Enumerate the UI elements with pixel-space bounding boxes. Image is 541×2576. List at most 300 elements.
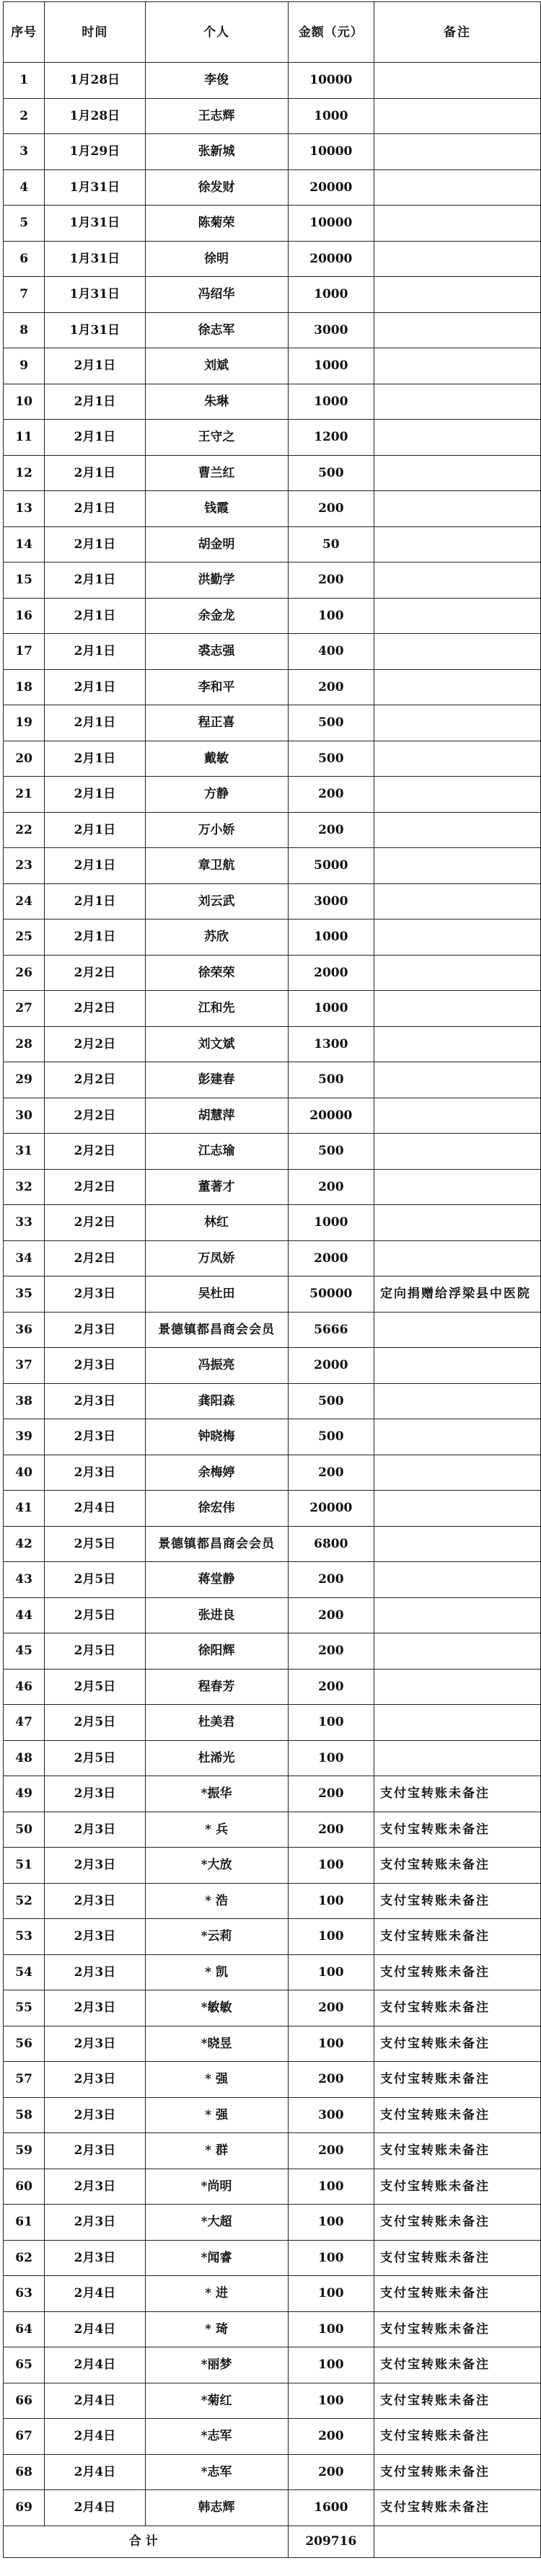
table-row <box>4 491 541 527</box>
cell-date: 2月5日 <box>45 1633 145 1669</box>
table-row <box>4 2383 541 2419</box>
table-row <box>4 1562 541 1598</box>
cell-amount: 300 <box>288 2097 374 2133</box>
cell-amount: 20000 <box>288 241 374 277</box>
cell-no: 64 <box>4 2311 45 2347</box>
cell-note <box>374 1062 541 1098</box>
cell-amount: 1000 <box>288 277 374 313</box>
cell-note: 支付宝转账未备注 <box>374 2276 541 2312</box>
cell-note <box>374 1134 541 1170</box>
cell-no: 53 <box>4 1919 45 1955</box>
cell-no: 32 <box>4 1169 45 1205</box>
cell-amount: 200 <box>288 1455 374 1491</box>
table-row <box>4 1026 541 1062</box>
table-row <box>4 2097 541 2133</box>
cell-name: 徐发财 <box>145 169 288 206</box>
cell-no: 48 <box>4 1740 45 1776</box>
cell-name: 张进良 <box>145 1597 288 1633</box>
cell-amount: 100 <box>288 2347 374 2383</box>
cell-no: 62 <box>4 2240 45 2276</box>
cell-date: 2月1日 <box>45 848 145 884</box>
cell-name: * 凯 <box>145 1954 288 1990</box>
table-row <box>4 705 541 741</box>
cell-name: 景德镇都昌商会会员 <box>145 1312 288 1348</box>
cell-amount: 2000 <box>288 1240 374 1276</box>
cell-amount: 500 <box>288 741 374 777</box>
cell-note: 支付宝转账未备注 <box>374 1883 541 1919</box>
cell-amount: 2000 <box>288 1348 374 1384</box>
cell-no: 9 <box>4 348 45 384</box>
cell-date: 2月3日 <box>45 1919 145 1955</box>
table-row <box>4 1883 541 1919</box>
table-row <box>4 2311 541 2347</box>
cell-note <box>374 669 541 705</box>
cell-date: 2月3日 <box>45 1883 145 1919</box>
cell-date: 2月5日 <box>45 1526 145 1562</box>
cell-no: 6 <box>4 241 45 277</box>
cell-no: 7 <box>4 277 45 313</box>
table-row <box>4 563 541 599</box>
cell-date: 2月1日 <box>45 348 145 384</box>
cell-no: 27 <box>4 991 45 1027</box>
cell-note <box>374 384 541 420</box>
header-note: 备注 <box>374 2 541 63</box>
table-row <box>4 1740 541 1776</box>
total-label: 合计 <box>4 2526 289 2557</box>
cell-name: *尚明 <box>145 2169 288 2205</box>
cell-date: 2月3日 <box>45 1776 145 1812</box>
table-row <box>4 2240 541 2276</box>
cell-no: 55 <box>4 1990 45 2026</box>
cell-no: 66 <box>4 2383 45 2419</box>
cell-date: 2月3日 <box>45 2240 145 2276</box>
cell-no: 54 <box>4 1954 45 1990</box>
cell-no: 69 <box>4 2490 45 2526</box>
cell-amount: 5666 <box>288 1312 374 1348</box>
table-row <box>4 206 541 242</box>
cell-amount: 100 <box>288 1740 374 1776</box>
cell-date: 2月3日 <box>45 1812 145 1848</box>
table-row <box>4 1276 541 1313</box>
cell-note <box>374 1312 541 1348</box>
cell-no: 50 <box>4 1812 45 1848</box>
cell-date: 2月2日 <box>45 1240 145 1276</box>
cell-no: 67 <box>4 2419 45 2455</box>
table-row <box>4 348 541 384</box>
header-row <box>4 2 541 63</box>
cell-amount: 200 <box>288 1562 374 1598</box>
cell-name: 徐阳辉 <box>145 1633 288 1669</box>
cell-amount: 200 <box>288 669 374 705</box>
cell-no: 20 <box>4 741 45 777</box>
cell-amount: 100 <box>288 2169 374 2205</box>
cell-name: 张新城 <box>145 134 288 170</box>
cell-date: 1月28日 <box>45 63 145 99</box>
cell-name: * 强 <box>145 2062 288 2098</box>
cell-note <box>374 63 541 99</box>
total-value: 209716 <box>288 2526 374 2557</box>
cell-date: 2月1日 <box>45 526 145 563</box>
cell-no: 37 <box>4 1348 45 1384</box>
cell-name: 钱霞 <box>145 491 288 527</box>
cell-name: 冯振亮 <box>145 1348 288 1384</box>
cell-amount: 200 <box>288 1812 374 1848</box>
cell-name: 胡慧萍 <box>145 1098 288 1134</box>
table-row <box>4 1633 541 1669</box>
cell-amount: 10000 <box>288 206 374 242</box>
cell-amount: 100 <box>288 2205 374 2241</box>
cell-note: 支付宝转账未备注 <box>374 1848 541 1884</box>
cell-name: *晓昱 <box>145 2026 288 2062</box>
cell-note: 支付宝转账未备注 <box>374 2205 541 2241</box>
cell-date: 2月3日 <box>45 1348 145 1384</box>
cell-note: 支付宝转账未备注 <box>374 1919 541 1955</box>
cell-date: 2月4日 <box>45 2454 145 2490</box>
cell-name: 王志辉 <box>145 98 288 134</box>
cell-amount: 100 <box>288 1883 374 1919</box>
cell-name: *大放 <box>145 1848 288 1884</box>
cell-date: 2月3日 <box>45 1455 145 1491</box>
cell-date: 2月4日 <box>45 2347 145 2383</box>
cell-amount: 200 <box>288 1633 374 1669</box>
cell-amount: 500 <box>288 1383 374 1419</box>
cell-no: 47 <box>4 1705 45 1741</box>
cell-name: * 进 <box>145 2276 288 2312</box>
cell-no: 8 <box>4 312 45 348</box>
cell-date: 1月31日 <box>45 241 145 277</box>
cell-amount: 2000 <box>288 955 374 991</box>
table-row <box>4 312 541 348</box>
cell-date: 2月3日 <box>45 2097 145 2133</box>
cell-name: 徐明 <box>145 241 288 277</box>
cell-amount: 500 <box>288 705 374 741</box>
cell-note <box>374 1098 541 1134</box>
cell-no: 31 <box>4 1134 45 1170</box>
cell-note <box>374 705 541 741</box>
cell-date: 1月31日 <box>45 206 145 242</box>
table-row <box>4 2205 541 2241</box>
header-no: 序号 <box>4 2 45 63</box>
cell-name: 杜美君 <box>145 1705 288 1741</box>
cell-no: 10 <box>4 384 45 420</box>
cell-note: 支付宝转账未备注 <box>374 2169 541 2205</box>
table-row <box>4 1669 541 1705</box>
cell-name: 曹兰红 <box>145 455 288 491</box>
cell-note: 支付宝转账未备注 <box>374 2097 541 2133</box>
cell-amount: 100 <box>288 2311 374 2347</box>
cell-name: 徐志军 <box>145 312 288 348</box>
cell-date: 2月1日 <box>45 812 145 848</box>
cell-name: * 强 <box>145 2097 288 2133</box>
cell-amount: 20000 <box>288 1098 374 1134</box>
cell-date: 2月3日 <box>45 1990 145 2026</box>
cell-note <box>374 98 541 134</box>
table-row <box>4 1240 541 1276</box>
cell-note <box>374 1705 541 1741</box>
cell-name: 洪勤学 <box>145 563 288 599</box>
cell-date: 2月2日 <box>45 991 145 1027</box>
cell-no: 43 <box>4 1562 45 1598</box>
cell-date: 2月1日 <box>45 384 145 420</box>
cell-date: 2月4日 <box>45 2311 145 2347</box>
cell-no: 24 <box>4 883 45 919</box>
table-row <box>4 2062 541 2098</box>
cell-no: 34 <box>4 1240 45 1276</box>
table-row <box>4 669 541 705</box>
cell-amount: 200 <box>288 812 374 848</box>
cell-note <box>374 526 541 563</box>
cell-no: 25 <box>4 919 45 956</box>
table-row <box>4 1348 541 1384</box>
cell-date: 1月31日 <box>45 169 145 206</box>
table-row <box>4 526 541 563</box>
cell-date: 2月5日 <box>45 1562 145 1598</box>
cell-note <box>374 777 541 813</box>
cell-no: 39 <box>4 1419 45 1455</box>
cell-amount: 1200 <box>288 420 374 456</box>
cell-no: 21 <box>4 777 45 813</box>
cell-name: 苏欣 <box>145 919 288 956</box>
cell-date: 2月3日 <box>45 2133 145 2169</box>
cell-no: 56 <box>4 2026 45 2062</box>
cell-name: 李和平 <box>145 669 288 705</box>
table-row <box>4 2169 541 2205</box>
cell-note <box>374 1633 541 1669</box>
table-row <box>4 598 541 634</box>
cell-name: 王守之 <box>145 420 288 456</box>
header-amount: 金额（元） <box>288 2 374 63</box>
cell-name: *闻睿 <box>145 2240 288 2276</box>
cell-name: 杜浠光 <box>145 1740 288 1776</box>
cell-no: 33 <box>4 1205 45 1241</box>
table-row <box>4 2276 541 2312</box>
cell-amount: 100 <box>288 1954 374 1990</box>
table-row <box>4 384 541 420</box>
cell-note: 支付宝转账未备注 <box>374 2311 541 2347</box>
cell-name: *振华 <box>145 1776 288 1812</box>
cell-date: 2月2日 <box>45 1134 145 1170</box>
cell-amount: 1000 <box>288 919 374 956</box>
cell-name: *云莉 <box>145 1919 288 1955</box>
cell-amount: 400 <box>288 634 374 670</box>
cell-no: 3 <box>4 134 45 170</box>
cell-amount: 200 <box>288 563 374 599</box>
table-row <box>4 1812 541 1848</box>
cell-note <box>374 991 541 1027</box>
cell-amount: 100 <box>288 1919 374 1955</box>
table-row <box>4 169 541 206</box>
cell-name: 余梅婷 <box>145 1455 288 1491</box>
table-row <box>4 1383 541 1419</box>
table-row <box>4 1455 541 1491</box>
cell-note <box>374 1383 541 1419</box>
cell-name: 龚阳森 <box>145 1383 288 1419</box>
cell-note: 支付宝转账未备注 <box>374 2383 541 2419</box>
cell-date: 2月1日 <box>45 455 145 491</box>
cell-name: 吴杜田 <box>145 1276 288 1313</box>
cell-amount: 200 <box>288 2419 374 2455</box>
cell-amount: 1000 <box>288 348 374 384</box>
cell-no: 15 <box>4 563 45 599</box>
cell-amount: 100 <box>288 2026 374 2062</box>
cell-date: 2月1日 <box>45 598 145 634</box>
cell-note <box>374 812 541 848</box>
cell-date: 2月2日 <box>45 1098 145 1134</box>
cell-no: 42 <box>4 1526 45 1562</box>
cell-amount: 10000 <box>288 134 374 170</box>
table-row <box>4 2026 541 2062</box>
cell-no: 28 <box>4 1026 45 1062</box>
cell-name: 刘云武 <box>145 883 288 919</box>
cell-no: 26 <box>4 955 45 991</box>
cell-no: 18 <box>4 669 45 705</box>
cell-date: 2月5日 <box>45 1669 145 1705</box>
cell-amount: 200 <box>288 1597 374 1633</box>
cell-note: 支付宝转账未备注 <box>374 2490 541 2526</box>
header-name: 个人 <box>145 2 288 63</box>
cell-no: 5 <box>4 206 45 242</box>
cell-date: 2月1日 <box>45 420 145 456</box>
header-date: 时间 <box>45 2 145 63</box>
cell-note: 支付宝转账未备注 <box>374 2026 541 2062</box>
cell-note <box>374 1205 541 1241</box>
cell-name: 朱琳 <box>145 384 288 420</box>
cell-note: 支付宝转账未备注 <box>374 2419 541 2455</box>
cell-name: 胡金明 <box>145 526 288 563</box>
cell-note <box>374 1562 541 1598</box>
cell-note <box>374 455 541 491</box>
cell-note <box>374 741 541 777</box>
table-row <box>4 2490 541 2526</box>
cell-amount: 500 <box>288 1419 374 1455</box>
cell-date: 2月1日 <box>45 705 145 741</box>
cell-name: 景德镇都昌商会会员 <box>145 1526 288 1562</box>
cell-name: 蒋堂静 <box>145 1562 288 1598</box>
cell-no: 57 <box>4 2062 45 2098</box>
cell-amount: 20000 <box>288 1491 374 1527</box>
cell-date: 2月3日 <box>45 1383 145 1419</box>
table-row <box>4 812 541 848</box>
cell-note <box>374 1455 541 1491</box>
cell-name: *菊红 <box>145 2383 288 2419</box>
table-row <box>4 2419 541 2455</box>
cell-name: 裘志强 <box>145 634 288 670</box>
cell-note <box>374 206 541 242</box>
table-row <box>4 1776 541 1812</box>
cell-note: 支付宝转账未备注 <box>374 1990 541 2026</box>
cell-note: 支付宝转账未备注 <box>374 2347 541 2383</box>
cell-amount: 20000 <box>288 169 374 206</box>
cell-name: 程正喜 <box>145 705 288 741</box>
cell-date: 2月3日 <box>45 1419 145 1455</box>
cell-no: 4 <box>4 169 45 206</box>
cell-date: 2月4日 <box>45 2383 145 2419</box>
cell-no: 30 <box>4 1098 45 1134</box>
cell-no: 68 <box>4 2454 45 2490</box>
cell-name: 戴敏 <box>145 741 288 777</box>
cell-note <box>374 1740 541 1776</box>
cell-note <box>374 312 541 348</box>
cell-date: 2月2日 <box>45 955 145 991</box>
table-row <box>4 883 541 919</box>
cell-no: 22 <box>4 812 45 848</box>
cell-note <box>374 1169 541 1205</box>
cell-amount: 200 <box>288 2133 374 2169</box>
cell-date: 2月1日 <box>45 563 145 599</box>
cell-no: 40 <box>4 1455 45 1491</box>
cell-amount: 200 <box>288 2454 374 2490</box>
cell-note <box>374 883 541 919</box>
cell-date: 2月4日 <box>45 2419 145 2455</box>
cell-name: 章卫航 <box>145 848 288 884</box>
cell-no: 59 <box>4 2133 45 2169</box>
cell-name: 刘文斌 <box>145 1026 288 1062</box>
table-row <box>4 741 541 777</box>
cell-no: 17 <box>4 634 45 670</box>
cell-amount: 1000 <box>288 991 374 1027</box>
cell-date: 2月1日 <box>45 491 145 527</box>
cell-note <box>374 1597 541 1633</box>
cell-date: 2月1日 <box>45 669 145 705</box>
cell-date: 2月2日 <box>45 1026 145 1062</box>
cell-name: 韩志辉 <box>145 2490 288 2526</box>
cell-no: 11 <box>4 420 45 456</box>
cell-name: * 群 <box>145 2133 288 2169</box>
cell-note: 支付宝转账未备注 <box>374 2454 541 2490</box>
table-row <box>4 1134 541 1170</box>
cell-name: 刘斌 <box>145 348 288 384</box>
cell-date: 2月3日 <box>45 1848 145 1884</box>
cell-note: 支付宝转账未备注 <box>374 2240 541 2276</box>
table-row <box>4 1597 541 1633</box>
cell-name: 彭建春 <box>145 1062 288 1098</box>
cell-date: 2月3日 <box>45 1954 145 1990</box>
cell-no: 60 <box>4 2169 45 2205</box>
cell-note <box>374 134 541 170</box>
table-row <box>4 1098 541 1134</box>
cell-no: 51 <box>4 1848 45 1884</box>
cell-date: 2月1日 <box>45 741 145 777</box>
cell-name: * 琦 <box>145 2311 288 2347</box>
table-row <box>4 420 541 456</box>
cell-date: 2月3日 <box>45 1276 145 1313</box>
cell-date: 2月5日 <box>45 1705 145 1741</box>
table-row <box>4 1419 541 1455</box>
cell-note <box>374 1240 541 1276</box>
cell-note <box>374 634 541 670</box>
cell-amount: 1000 <box>288 384 374 420</box>
cell-name: 钟晓梅 <box>145 1419 288 1455</box>
table-row <box>4 2454 541 2490</box>
cell-amount: 6800 <box>288 1526 374 1562</box>
cell-no: 38 <box>4 1383 45 1419</box>
cell-no: 44 <box>4 1597 45 1633</box>
cell-amount: 200 <box>288 1669 374 1705</box>
cell-name: *志军 <box>145 2419 288 2455</box>
cell-date: 2月5日 <box>45 1597 145 1633</box>
cell-note: 定向捐赠给浮梁县中医院 <box>374 1276 541 1313</box>
cell-date: 2月2日 <box>45 1205 145 1241</box>
cell-date: 1月29日 <box>45 134 145 170</box>
cell-name: 徐荣荣 <box>145 955 288 991</box>
cell-note: 支付宝转账未备注 <box>374 2062 541 2098</box>
cell-name: 董著才 <box>145 1169 288 1205</box>
table-row <box>4 991 541 1027</box>
cell-name: *大超 <box>145 2205 288 2241</box>
table-row <box>4 2133 541 2169</box>
cell-name: *敏敏 <box>145 1990 288 2026</box>
table-row <box>4 63 541 99</box>
